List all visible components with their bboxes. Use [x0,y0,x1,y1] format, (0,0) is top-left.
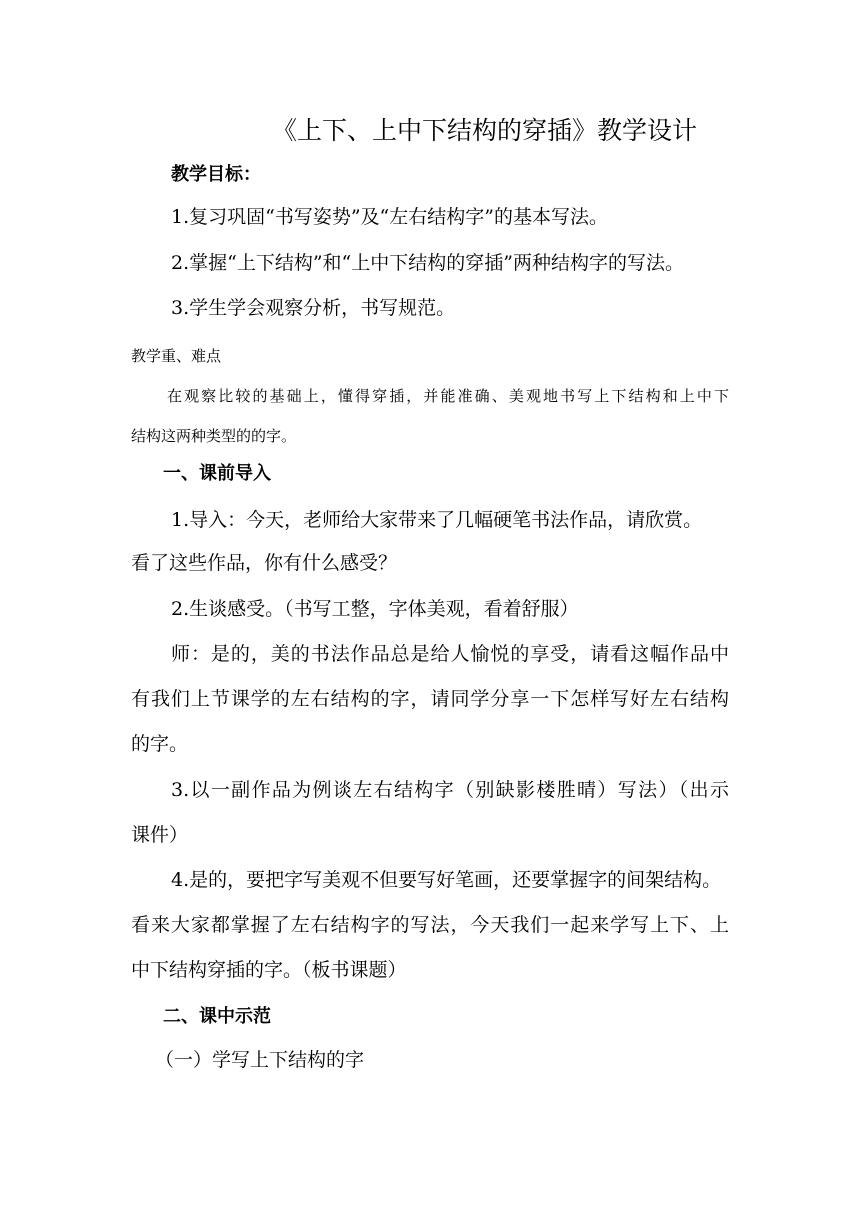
section1-paragraph-line: 4.是的，要把字写美观不但要写好笔画，还要掌握字的间架结构。 [171,869,722,891]
section1-paragraph-line: 1.导入：今天，老师给大家带来了几幅硬笔书法作品，请欣赏。 [171,509,703,531]
section1-paragraph-line: 看了这些作品，你有什么感受？ [131,552,398,574]
section1-paragraph-line: 2.生谈感受。（书写工整，字体美观，看着舒服） [171,598,579,620]
section1-paragraph-line: 师：是的，美的书法作品总是给人愉悦的享受，请看这幅作品中 [171,643,729,665]
section1-paragraph-line: 3.以一副作品为例谈左右结构字（别缺影楼胜晴）写法）（出示 [171,779,729,801]
section1-paragraph-line: 中下结构穿插的字。（板书课题） [131,959,407,981]
section2-heading: 二、课中示范 [163,1006,271,1027]
section2-subheading: （一）学写上下结构的字 [155,1049,365,1071]
key-points-heading: 教学重、难点 [131,347,222,365]
section1-paragraph-line: 有我们上节课学的左右结构的字，请同学分享一下怎样写好左右结构 [131,688,729,710]
section1-paragraph-line: 课件） [131,824,189,846]
key-points-line: 在观察比较的基础上，懂得穿插，并能准确、美观地书写上下结构和上中下 [167,387,729,405]
objectives-heading: 教学目标： [171,164,261,185]
key-points-line: 结构这两种类型的的字。 [131,427,297,445]
objective-item: 3.学生学会观察分析，书写规范。 [171,297,456,319]
objective-item: 1.复习巩固“书写姿势”及“左右结构字”的基本写法。 [171,206,608,228]
section1-paragraph-line: 的字。 [131,733,189,755]
section1-heading: 一、课前导入 [163,463,271,484]
objective-item: 2.掌握“上下结构”和“上中下结构的穿插”两种结构字的写法。 [171,252,684,274]
section1-paragraph-line: 看来大家都掌握了左右结构字的写法，今天我们一起来学写上下、上 [131,914,729,936]
document-title: 《上下、上中下结构的穿插》教学设计 [272,116,698,145]
